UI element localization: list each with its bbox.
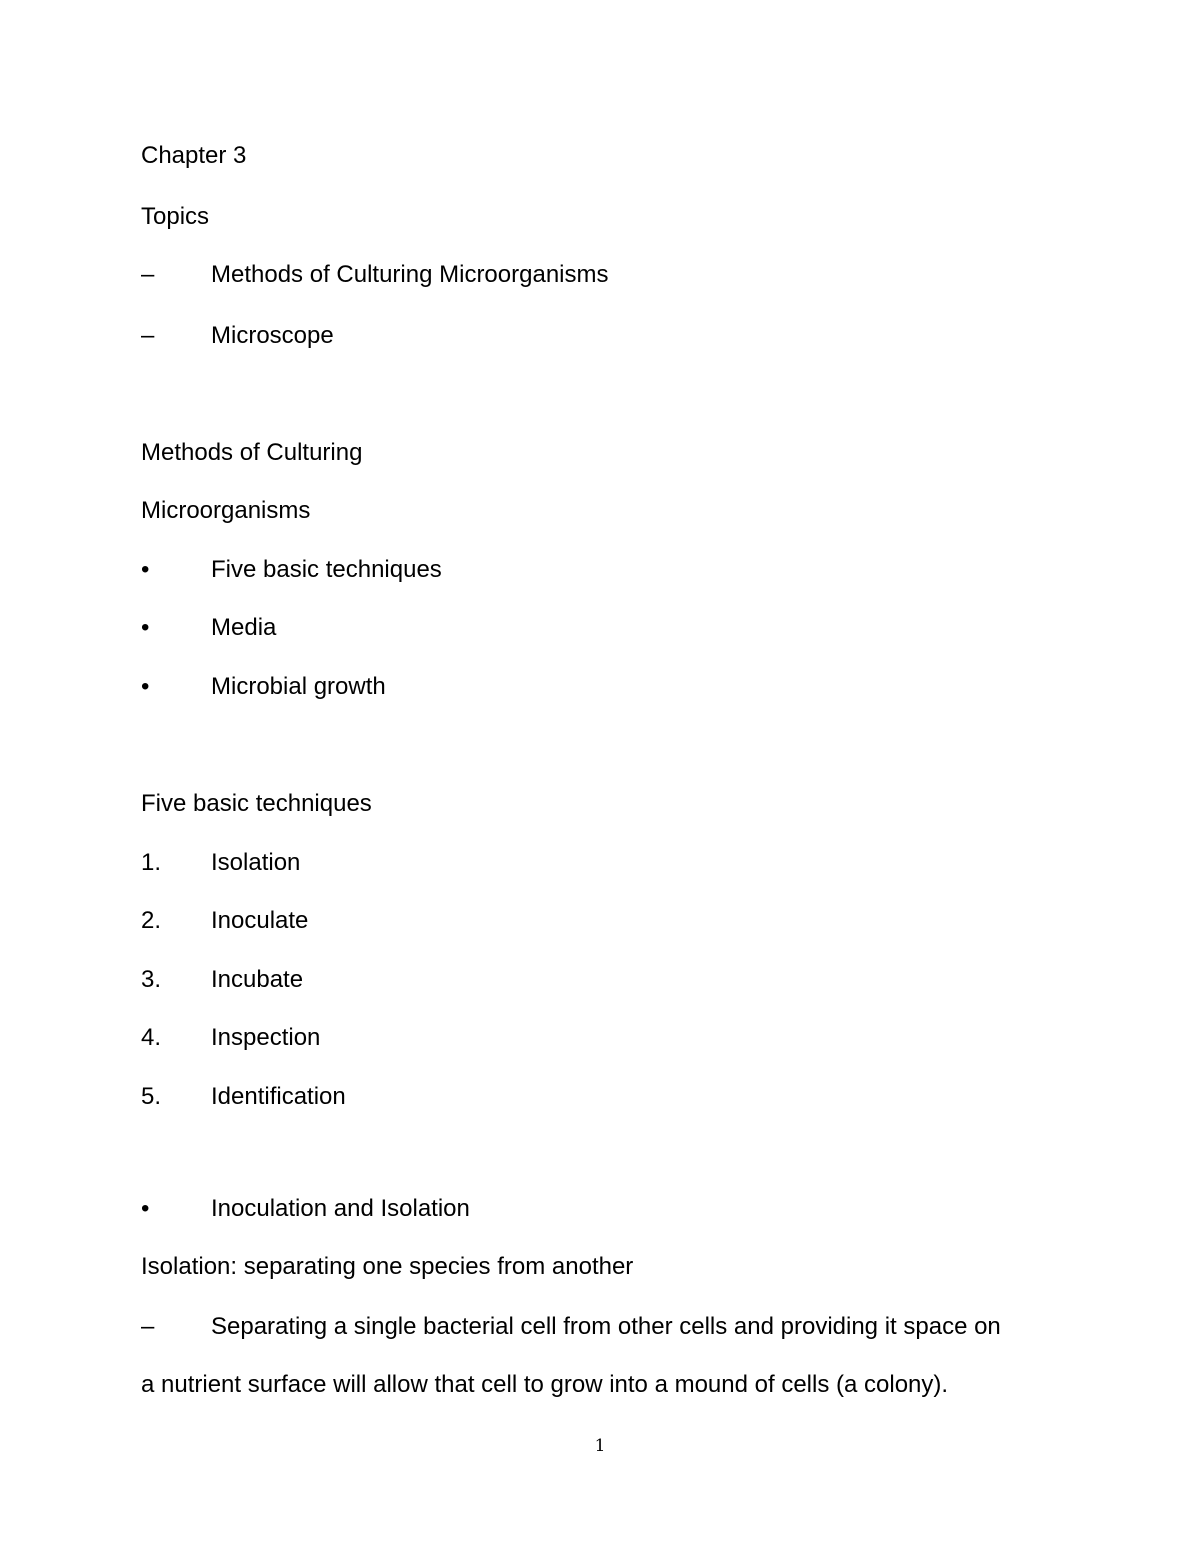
numbered-text: Identification xyxy=(211,1083,346,1110)
numbered-item xyxy=(141,1082,346,1112)
numbered-item xyxy=(141,965,303,995)
number-marker: 2. xyxy=(141,907,162,934)
bullet-item xyxy=(141,555,442,585)
number-marker: 4. xyxy=(141,1024,162,1051)
bullet-marker: • xyxy=(141,1195,150,1222)
numbered-text: Inspection xyxy=(211,1024,321,1051)
topic-text: Microscope xyxy=(211,322,334,349)
bullet-text: Five basic techniques xyxy=(211,556,442,583)
number-marker: 5. xyxy=(141,1083,162,1110)
bullet-item xyxy=(141,613,276,643)
detail-text: Separating a single bacterial cell from other cells and providing it space on xyxy=(211,1313,1001,1340)
topic-item xyxy=(141,321,334,351)
chapter-title: Chapter 3 xyxy=(141,142,247,169)
numbered-item xyxy=(141,906,308,936)
definition-line: Isolation: separating one species from another xyxy=(141,1253,634,1280)
numbered-text: Incubate xyxy=(211,966,304,993)
detail-item xyxy=(141,1312,1001,1342)
number-marker: 3. xyxy=(141,966,162,993)
dash-marker: – xyxy=(141,322,155,349)
section-heading: Microorganisms xyxy=(141,497,311,524)
bullet-marker: • xyxy=(141,673,150,700)
topic-text: Methods of Culturing Microorganisms xyxy=(211,261,609,288)
number-marker: 1. xyxy=(141,849,162,876)
detail-continuation: a nutrient surface will allow that cell to grow into a mound of cells (a colony). xyxy=(141,1371,949,1398)
dash-marker: – xyxy=(141,1313,155,1340)
bullet-text: Microbial growth xyxy=(211,673,386,700)
bullet-text: Media xyxy=(211,614,277,641)
page-number: 1 xyxy=(594,1436,606,1456)
dash-marker: – xyxy=(141,261,155,288)
bullet-item xyxy=(141,672,386,702)
numbered-text: Inoculate xyxy=(211,907,309,934)
bullet-marker: • xyxy=(141,614,150,641)
section-heading: Methods of Culturing xyxy=(141,439,363,466)
bullet-item xyxy=(141,1194,470,1224)
section-heading: Five basic techniques xyxy=(141,790,372,817)
bullet-marker: • xyxy=(141,556,150,583)
topics-heading: Topics xyxy=(141,203,210,230)
numbered-item xyxy=(141,1023,320,1053)
topic-item xyxy=(141,260,609,290)
numbered-item xyxy=(141,848,300,878)
numbered-text: Isolation xyxy=(211,849,301,876)
bullet-text: Inoculation and Isolation xyxy=(211,1195,470,1222)
